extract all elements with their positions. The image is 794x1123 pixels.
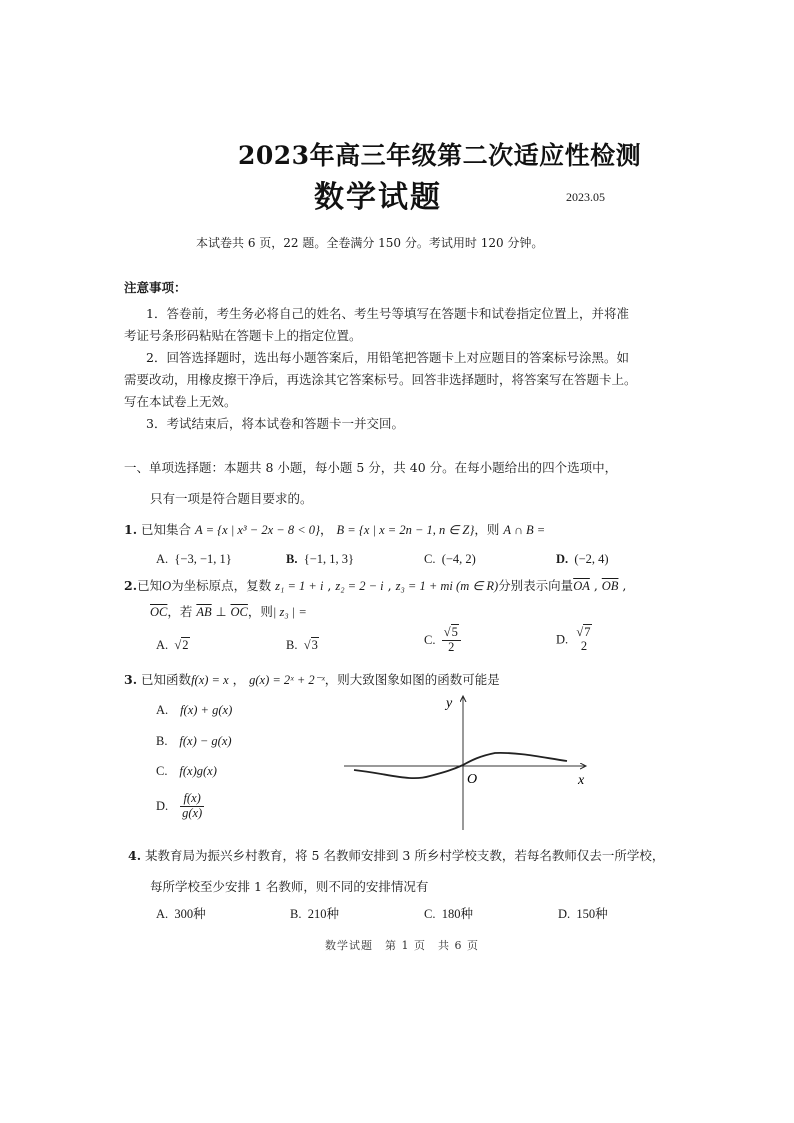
vector-oc: $\overline{OC}$	[150, 605, 168, 619]
question-ask: | z₃ | =	[272, 605, 307, 619]
question-number: 1.	[124, 522, 138, 537]
option-a[interactable]: A. {−3, −1, 1}	[156, 552, 232, 566]
page-footer: 数学试题 第 1 页 共 6 页	[325, 939, 479, 952]
fraction: √7 2	[576, 625, 591, 653]
option-b[interactable]: B. {−1, 1, 3}	[286, 552, 355, 566]
stem-text: ，则	[474, 522, 500, 537]
option-d[interactable]: D. $\frac{f(x)}{g(x)}$	[156, 791, 203, 820]
stem-text: 分别表示向量	[498, 578, 574, 593]
stem-text: 某教育局为振兴乡村教育，将 5 名教师安排到 3 所乡村学校支教，若每名教师仅去一所学校，	[145, 848, 665, 863]
option-d[interactable]: D. (−2, 4)	[556, 552, 609, 566]
origin-label: O	[467, 772, 478, 787]
notice-heading: 注意事项：	[124, 280, 187, 295]
fraction: $\frac{√5}{2}$	[442, 626, 461, 655]
y-axis-label: y	[446, 696, 453, 711]
exam-info: 本试卷共 6 页，22 题。全卷满分 150 分。考试用时 120 分钟。	[196, 236, 544, 250]
stem-text: ，则大致图象如图的函数可能是	[324, 672, 500, 687]
function-graph	[330, 690, 600, 840]
option-a[interactable]: A. 300种	[156, 907, 206, 921]
sqrt-expression: √2	[174, 638, 189, 652]
perp-symbol: ⊥	[215, 605, 227, 619]
exam-date: 2023.05	[566, 190, 605, 204]
exam-title: 2023年高三年级第二次适应性检测	[238, 141, 642, 170]
vector-ob: $\overline{OB}$	[601, 579, 619, 593]
question-number: 4.	[128, 848, 142, 863]
stem-text: ，若	[167, 604, 193, 619]
vector-ab: $\overline{AB}$	[196, 605, 212, 619]
stem-text: 为坐标原点，复数	[171, 578, 272, 593]
option-c[interactable]: C. $\frac{√5}{2}$	[424, 626, 461, 655]
origin-symbol: O	[162, 579, 172, 593]
function-f: f(x) = x	[191, 673, 229, 687]
sqrt-expression: √3	[303, 638, 318, 652]
z2: z₂ = 2 − i	[335, 579, 384, 593]
set-a: A = {x | x³ − 2x − 8 < 0}	[195, 523, 321, 537]
option-a[interactable]: A. √2	[156, 638, 189, 652]
option-b[interactable]: B. f(x) − g(x)	[156, 734, 232, 748]
vector-oc: $\overline{OC}$	[230, 605, 248, 619]
option-c[interactable]: C. 180种	[424, 907, 473, 921]
fraction: $\frac{f(x)}{g(x)}$	[182, 791, 203, 820]
notice-item-1-cont: 考证号条形码粘贴在答题卡上的指定位置。	[124, 328, 362, 343]
section-heading-cont: 只有一项是符合题目要求的。	[150, 491, 313, 506]
section-heading: 一、单项选择题：本题共 8 小题，每小题 5 分，共 40 分。在每小题给出的四个选项中，	[124, 460, 618, 475]
separator: ，	[320, 522, 333, 537]
question-ask: A ∩ B =	[503, 523, 546, 537]
notice-item-2: 2．回答选择题时，选出每小题答案后，用铅笔把答题卡上对应题目的答案标号涂黑。如	[146, 350, 629, 365]
set-b: B = {x | x = 2n − 1, n ∈ Z}	[336, 523, 475, 537]
notice-item-3: 3．考试结束后，将本试卷和答题卡一并交回。	[146, 416, 404, 431]
stem-text: 已知	[137, 578, 163, 593]
vector-oa: $\overline{OA}$	[573, 579, 590, 593]
question-number: 3.	[124, 672, 138, 687]
question-3-stem: 3. 已知函数f(x) = x ， g(x) = 2ˣ + 2⁻ˣ，则大致图象如图的函数可能是	[124, 672, 500, 687]
function-g: g(x) = 2ˣ + 2⁻ˣ	[249, 673, 325, 687]
question-2-stem-cont	[150, 602, 307, 620]
question-4-stem-cont: 每所学校至少安排 1 名教师，则不同的安排情况有	[150, 879, 429, 894]
stem-text: ，则	[247, 604, 273, 619]
question-2-stem: 2.已知O为坐标原点，复数 z₁ = 1 + i , z₂ = 2 − i , z₃ = 1 + mi (m ∈ R)分别表示向量$\overline{OA}$ , $\overline{OB}$ ,	[124, 578, 627, 593]
z1: z₁ = 1 + i	[275, 579, 324, 593]
stem-text: 已知集合	[141, 522, 192, 537]
question-4-stem	[128, 846, 664, 864]
option-c[interactable]: C. (−4, 2)	[424, 552, 476, 566]
notice-item-2-cont: 需要改动，用橡皮擦干净后，再选涂其它答案标号。回答非选择题时，将答案写在答题卡上。	[124, 372, 637, 387]
option-a[interactable]: A. f(x) + g(x)	[156, 703, 233, 717]
option-d[interactable]: D. 150种	[558, 907, 608, 921]
stem-text: 已知函数	[141, 672, 192, 687]
option-c[interactable]: C. f(x)g(x)	[156, 764, 217, 778]
z3: z₃ = 1 + mi (m ∈ R)	[395, 579, 499, 593]
notice-item-2-cont2: 写在本试卷上无效。	[124, 394, 237, 409]
question-number: 2.	[124, 578, 138, 593]
option-d[interactable]: D. √7 2	[556, 626, 594, 654]
x-axis-label: x	[578, 773, 585, 788]
notice-item-1: 1．答卷前，考生务必将自己的姓名、考生号等填写在答题卡和试卷指定位置上，并将准	[146, 306, 629, 321]
question-1-stem	[124, 520, 545, 538]
option-b[interactable]: B. 210种	[290, 907, 339, 921]
exam-subject: 数学试题	[314, 180, 442, 215]
option-b[interactable]: B. √3	[286, 638, 318, 652]
